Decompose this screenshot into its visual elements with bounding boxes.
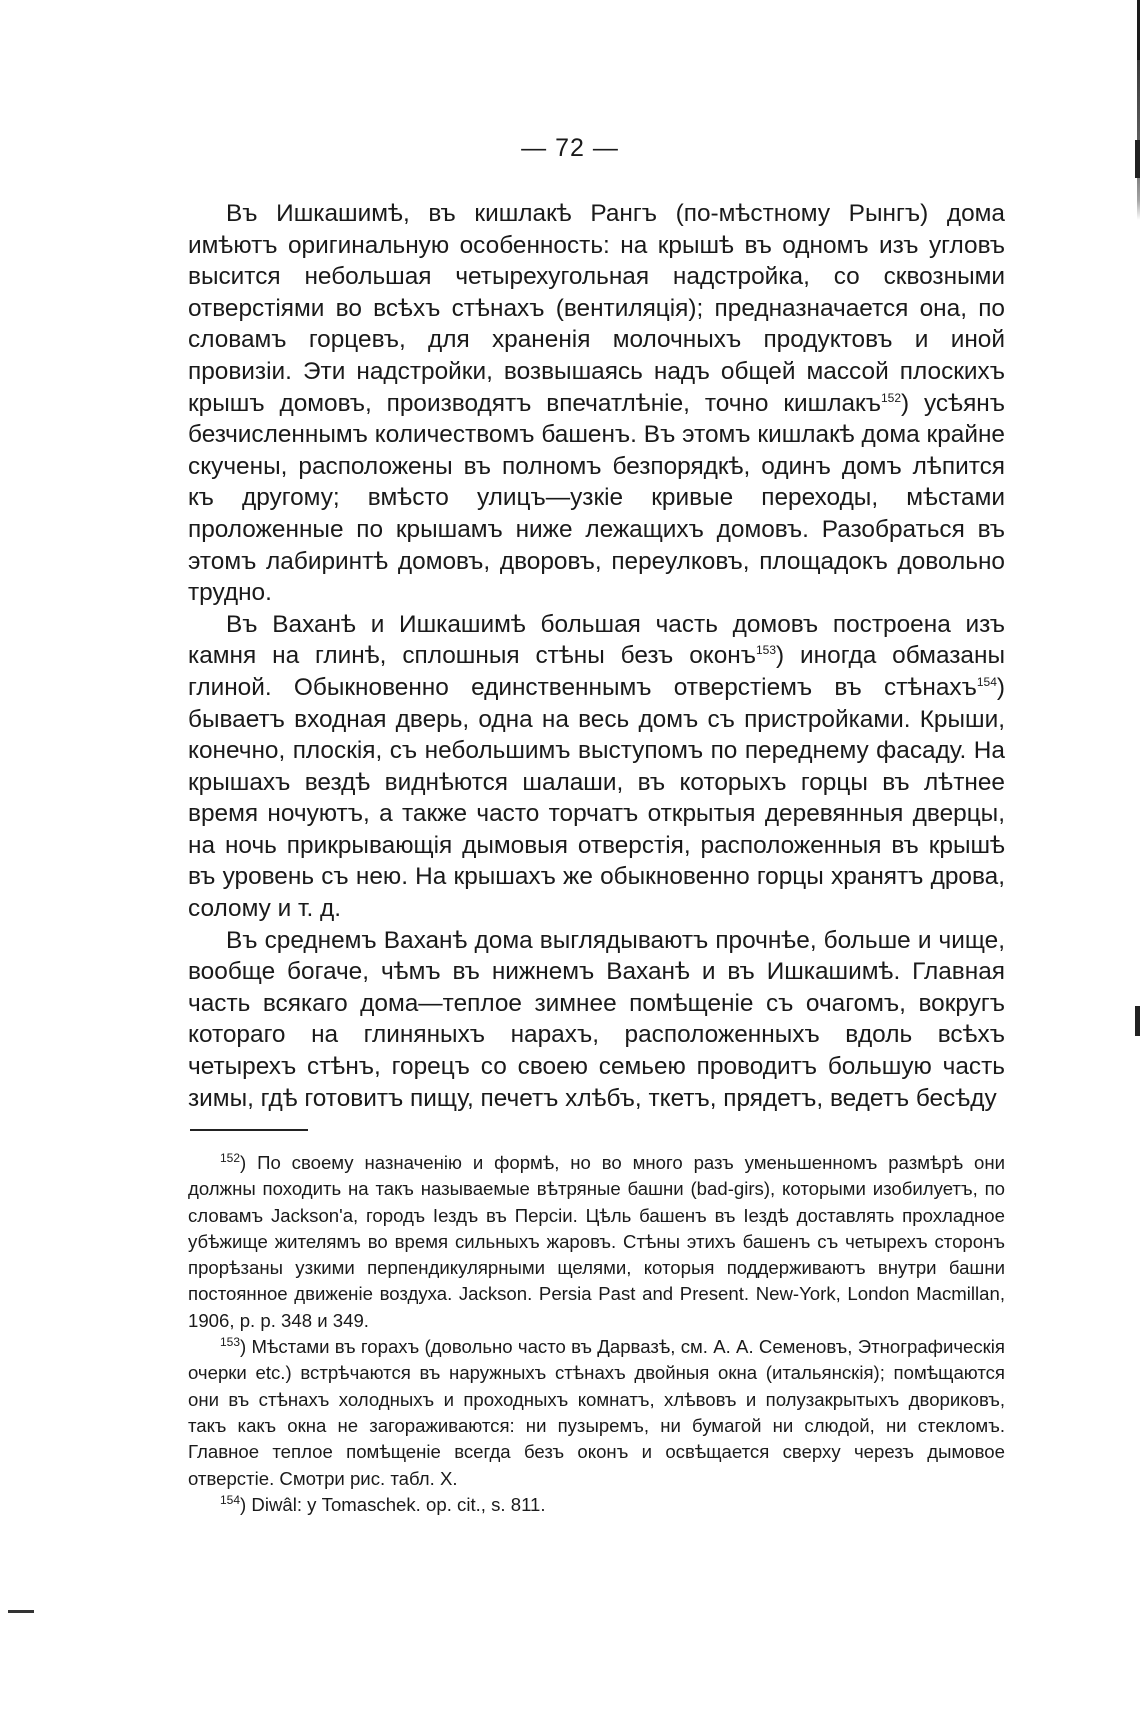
- main-text: [188, 198, 1005, 1114]
- footnote: [188, 1492, 1005, 1518]
- page-number: — 72 —: [521, 134, 619, 162]
- text-run: ) бываетъ входная дверь, одна на весь домъ съ пристройками. Крыши, конечно, плоскія, съ небольшимъ выступомъ по переднему фасаду. На крышахъ вездѣ виднѣются шалаши, въ которыхъ горцы въ лѣтнее время ночуютъ, а также часто торчатъ открытыя деревянныя дверцы, на ночь прикрывающія дымовыя отверстія, расположенныя въ крышѣ въ уровень съ нею. На крышахъ же обыкновенно горцы хранятъ дрова, солому и т. д.: [188, 673, 1005, 923]
- text-run: ) усѣянъ безчисленнымъ количествомъ башенъ. Въ этомъ кишлакѣ дома крайне скучены, расположены въ полномъ безпорядкѣ, одинъ домъ лѣпится къ другому; вмѣсто улицъ—узкіе кривые переходы, мѣстами проложенные по крышамъ ниже лежащихъ домовъ. Разобраться въ этомъ лабиринтѣ домовъ, дворовъ, переулковъ, площадокъ довольно трудно.: [188, 389, 1005, 607]
- text-run: Въ среднемъ Ваханѣ дома выглядываютъ прочнѣе, больше и чище, вообще богаче, чѣмъ въ нижнемъ Ваханѣ и въ Ишкашимѣ. Главная часть всякаго дома—теплое зимнее помѣщеніе съ очагомъ, вокругъ котораго на глиняныхъ нарахъ, расположенныхъ вдоль всѣхъ четырехъ стѣнъ, горецъ со своею семьею проводитъ большую часть зимы, гдѣ готовитъ пищу, печетъ хлѣбъ, ткетъ, прядетъ, ведетъ бесѣду: [188, 926, 1005, 1112]
- footnote-ref: 154: [220, 1492, 241, 1507]
- text-run: Въ Ваханѣ и Ишкашимѣ большая часть домовъ построена изъ камня на глинѣ, сплошныя стѣны безъ оконъ: [188, 610, 1005, 670]
- footnotes: [188, 1150, 1005, 1518]
- footnote-ref: 153: [220, 1334, 241, 1349]
- text-run: ) иногда обмазаны глиной. Обыкновенно единственнымъ отверстіемъ въ стѣнахъ: [188, 642, 1005, 701]
- footnote: [188, 1150, 1005, 1334]
- text-run: ) Diwâl: у Tomaschek. op. cit., s. 811.: [240, 1493, 546, 1515]
- text-run: ) По своему назначенію и формѣ, но во много разъ уменьшенномъ размѣрѣ они должны походить на такъ называемые вѣтряные башни (bad-girs), которыми изобилуетъ, по словамъ Jackson'a, городъ Іездъ въ Персіи. Цѣль башенъ въ Іездѣ доставлять прохладное убѣжище жителямъ во время сильныхъ жаровъ. Стѣны этихъ башенъ съ четырехъ сторонъ прорѣзаны узкими перпендикулярными щелями, которыя поддерживаютъ внутри башни постоянное движеніе воздуха. Jackson. Persia Past and Present. New-York, London Macmillan, 1906, p. p. 348 и 349.: [188, 1152, 1005, 1331]
- footnote-ref: 152: [880, 390, 901, 405]
- footnote-ref: 153: [755, 643, 777, 658]
- footnote: [188, 1334, 1005, 1492]
- footnote-ref: 152: [220, 1150, 241, 1165]
- footnote-ref: 154: [976, 674, 997, 689]
- paragraph: [188, 609, 1005, 925]
- paragraph: [188, 198, 1005, 609]
- text-run: ) Мѣстами въ горахъ (довольно часто въ Дарвазѣ, см. А. А. Семеновъ, Этнографическія очерки etc.) встрѣчаются въ наружныхъ стѣнахъ двойныя окна (итальянскія); помѣщаются они въ стѣнахъ холодныхъ и проходныхъ комнатъ, хлѣвовъ и полузакрытыхъ двориковъ, такъ какъ окна не загораживаются: ни пузыремъ, ни бумагой ни слюдой, ни стекломъ. Главное теплое помѣщеніе всегда безъ оконъ и освѣщается сверху черезъ дымовое отверстіе. Смотри рис. табл. X.: [188, 1336, 1005, 1489]
- text-run: Въ Ишкашимѣ, въ кишлакѣ Рангъ (по-мѣстному Рынгъ) дома имѣютъ оригинальную особенность: на крышѣ въ одномъ изъ угловъ высится небольшая четырехугольная надстройка, со сквозными отверстіями во всѣхъ стѣнахъ (вентиляція); предназначается она, по словамъ горцевъ, для храненія молочныхъ продуктовъ и иной провизіи. Эти надстройки, возвышаясь надъ общей массой плоскихъ крышъ домовъ, производятъ впечатлѣніе, точно кишлакъ: [188, 200, 1005, 417]
- page-edge-mark: [1135, 1006, 1140, 1036]
- footnote-divider: [190, 1129, 308, 1131]
- paragraph: [188, 925, 1005, 1115]
- margin-mark: [8, 1610, 34, 1613]
